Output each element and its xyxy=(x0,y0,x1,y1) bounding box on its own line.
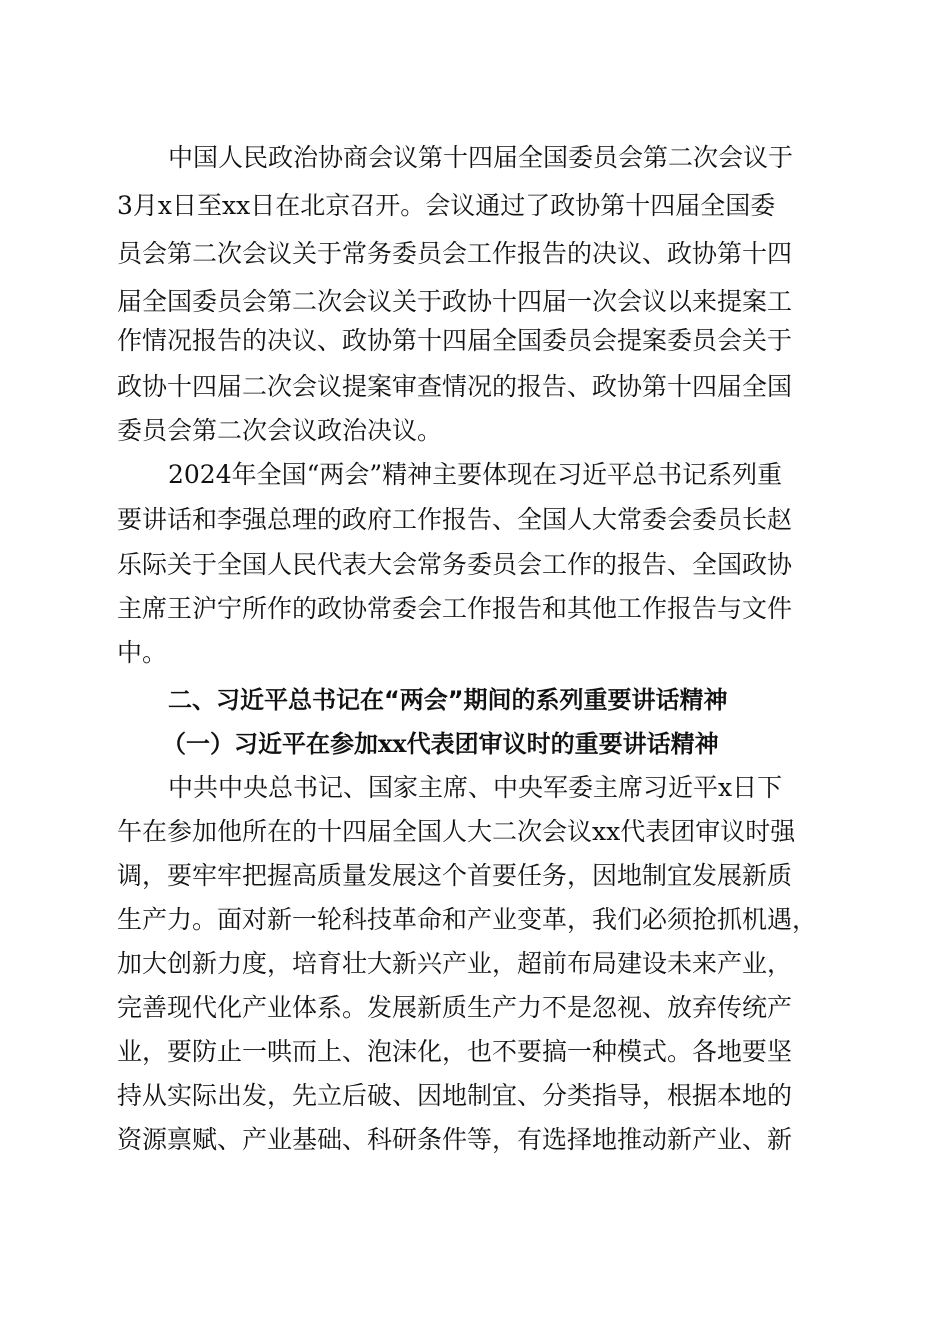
paragraph-3-line-1: 中共中央总书记、国家主席、中央军委主席习近平x日下 xyxy=(168,773,783,802)
paragraph-2-line-1: 2024年全国“两会”精神主要体现在习近平总书记系列重 xyxy=(168,460,783,489)
paragraph-1-line-2: 3月x日至xx日在北京召开。会议通过了政协第十四届全国委 xyxy=(117,191,776,220)
paragraph-3-line-3: 调，要牢牢把握高质量发展这个首要任务，因地制宜发展新质 xyxy=(117,861,793,890)
paragraph-3-line-2: 午在参加他所在的十四届全国人大二次会议xx代表团审议时强 xyxy=(117,817,796,846)
paragraph-3-line-8: 持从实际出发，先立后破、因地制宜、分类指导，根据本地的 xyxy=(117,1081,793,1110)
paragraph-1-line-6: 政协十四届二次会议提案审查情况的报告、政协第十四届全国 xyxy=(117,372,793,401)
paragraph-2-line-5: 中。 xyxy=(117,638,168,667)
paragraph-3-line-4: 生产力。面对新一轮科技革命和产业变革，我们必须抢抓机遇， xyxy=(117,905,818,934)
paragraph-1-line-5: 作情况报告的决议、政协第十四届全国委员会提案委员会关于 xyxy=(117,326,793,355)
paragraph-1-line-7: 委员会第二次会议政治决议。 xyxy=(117,416,443,445)
subsection-heading: （一）习近平在参加xx代表团审议时的重要讲话精神 xyxy=(162,729,719,758)
paragraph-2-line-4: 主席王沪宁所作的政协常委会工作报告和其他工作报告与文件 xyxy=(117,594,793,623)
section-heading: 二、习近平总书记在“两会”期间的系列重要讲话精神 xyxy=(168,686,728,714)
paragraph-2-line-3: 乐际关于全国人民代表大会常务委员会工作的报告、全国政协 xyxy=(117,550,793,579)
paragraph-2-line-2: 要讲话和李强总理的政府工作报告、全国人大常委会委员长赵 xyxy=(117,505,793,534)
paragraph-1-line-4: 届全国委员会第二次会议关于政协十四届一次会议以来提案工 xyxy=(117,287,793,316)
paragraph-1-line-3: 员会第二次会议关于常务委员会工作报告的决议、政协第十四 xyxy=(117,239,793,268)
paragraph-3-line-7: 业，要防止一哄而上、泡沫化，也不要搞一种模式。各地要坚 xyxy=(117,1037,793,1066)
paragraph-3-line-9: 资源禀赋、产业基础、科研条件等，有选择地推动新产业、新 xyxy=(117,1125,793,1154)
paragraph-3-line-5: 加大创新力度，培育壮大新兴产业，超前布局建设未来产业， xyxy=(117,949,793,978)
paragraph-1-line-1: 中国人民政治协商会议第十四届全国委员会第二次会议于 xyxy=(168,143,794,172)
paragraph-3-line-6: 完善现代化产业体系。发展新质生产力不是忽视、放弃传统产 xyxy=(117,993,793,1022)
